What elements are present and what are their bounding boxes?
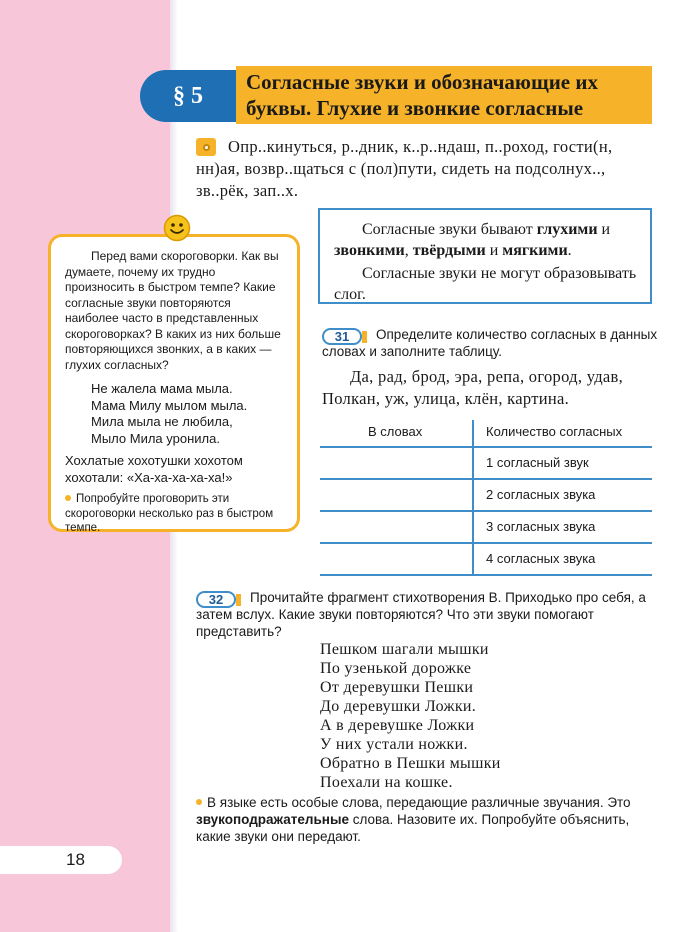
page-number: 18 [0,846,122,874]
bullet-icon [65,495,71,501]
exercise-31-words: Да, рад, брод, эра, репа, огород, удав, Полкан, уж, улица, клён, картина. [322,367,624,408]
tongue-twister-intro: Перед вами скороговорки. Как вы думаете, почему их трудно произносить в быстром темпе? Какие согласные звуки повторяются наиболее часто в представленных скороговорках? В каких из них больше повторяющихся звонких, а в каких — глухих согласных? [65,249,281,372]
consonants-table [320,420,652,576]
poem-line: Мила мыла не любила, [91,414,233,429]
exercise-31-text: Определите количество согласных в данных словах и заполните таблицу. [322,327,658,359]
poem-line: У них устали ножки. [320,736,468,753]
table-header-count: Количество согласных [486,424,623,439]
poem-line: Мыло Мила уронила. [91,430,220,446]
tongue-twister-card [48,234,300,532]
tongue-twister-poem [91,381,283,447]
poem-line: Обратно в Пешки мышки [320,755,501,772]
poem-line: Не жалела мама мыла. [91,381,233,396]
tongue-twister-tip: Попробуйте проговорить эти скороговорки несколько раз в быстром темпе. [65,493,274,534]
smiley-icon [163,214,191,242]
onomatopoeia-note: В языке есть особые слова, передающие различные звучания. Это звукоподражательные слова. Назовите их. Попробуйте объяснить, какие звуки они передают. [196,795,631,844]
table-row-label: 4 согласных звука [486,551,596,566]
spelling-task: Опр..кинуться, р..дник, к..р..ндаш, п..роход, гости(н, нн)ая, возвр..щаться с (пол)пути, сидеть на подсолнух.., зв..рёк, зап..х. [196,137,613,200]
table-header-words: В словах [368,424,423,439]
bullet-icon [196,799,202,805]
section-title-line-2: буквы. Глухие и звонкие согласные [246,96,584,120]
tongue-twister-2: Хохлатые хохотушки хохотом хохотали: «Ха-ха-ха-ха-ха!» [65,453,243,485]
poem-line: От деревушки Пешки [320,679,474,696]
section-title-line-1: Согласные звуки и обозначающие их [246,70,598,94]
section-number-badge [140,70,236,122]
rule-paragraph-1: Согласные звуки бывают глухими и звонкими, твёрдыми и мягкими. [334,221,611,259]
exercise-32-number: 32 [196,591,236,608]
poem-line: По узенькой дорожке [320,660,472,677]
rule-box [318,208,652,304]
table-row-label: 1 согласный звук [486,455,589,470]
exercise-32-poem [320,640,501,792]
poem-line: Мама Милу мылом мыла. [91,397,248,413]
section-title [236,66,652,124]
poem-line: До деревушки Ложки. [320,698,477,715]
poem-line: А в деревушке Ложки [320,717,475,734]
table-row-label: 3 согласных звука [486,519,596,534]
exercise-31-number: 31 [322,328,362,345]
section-number: § 5 [173,82,203,109]
poem-line: Пешком шагали мышки [320,641,489,658]
poem-line: Поехали на кошке. [320,774,453,791]
exercise-32-text: Прочитайте фрагмент стихотворения В. Приходько про себя, а затем вслух. Какие звуки повторяются? Что эти звуки помогают представить? [196,590,646,639]
table-row-label: 2 согласных звука [486,487,596,502]
rule-paragraph-2: Согласные звуки не могут образовывать слог. [334,265,637,303]
